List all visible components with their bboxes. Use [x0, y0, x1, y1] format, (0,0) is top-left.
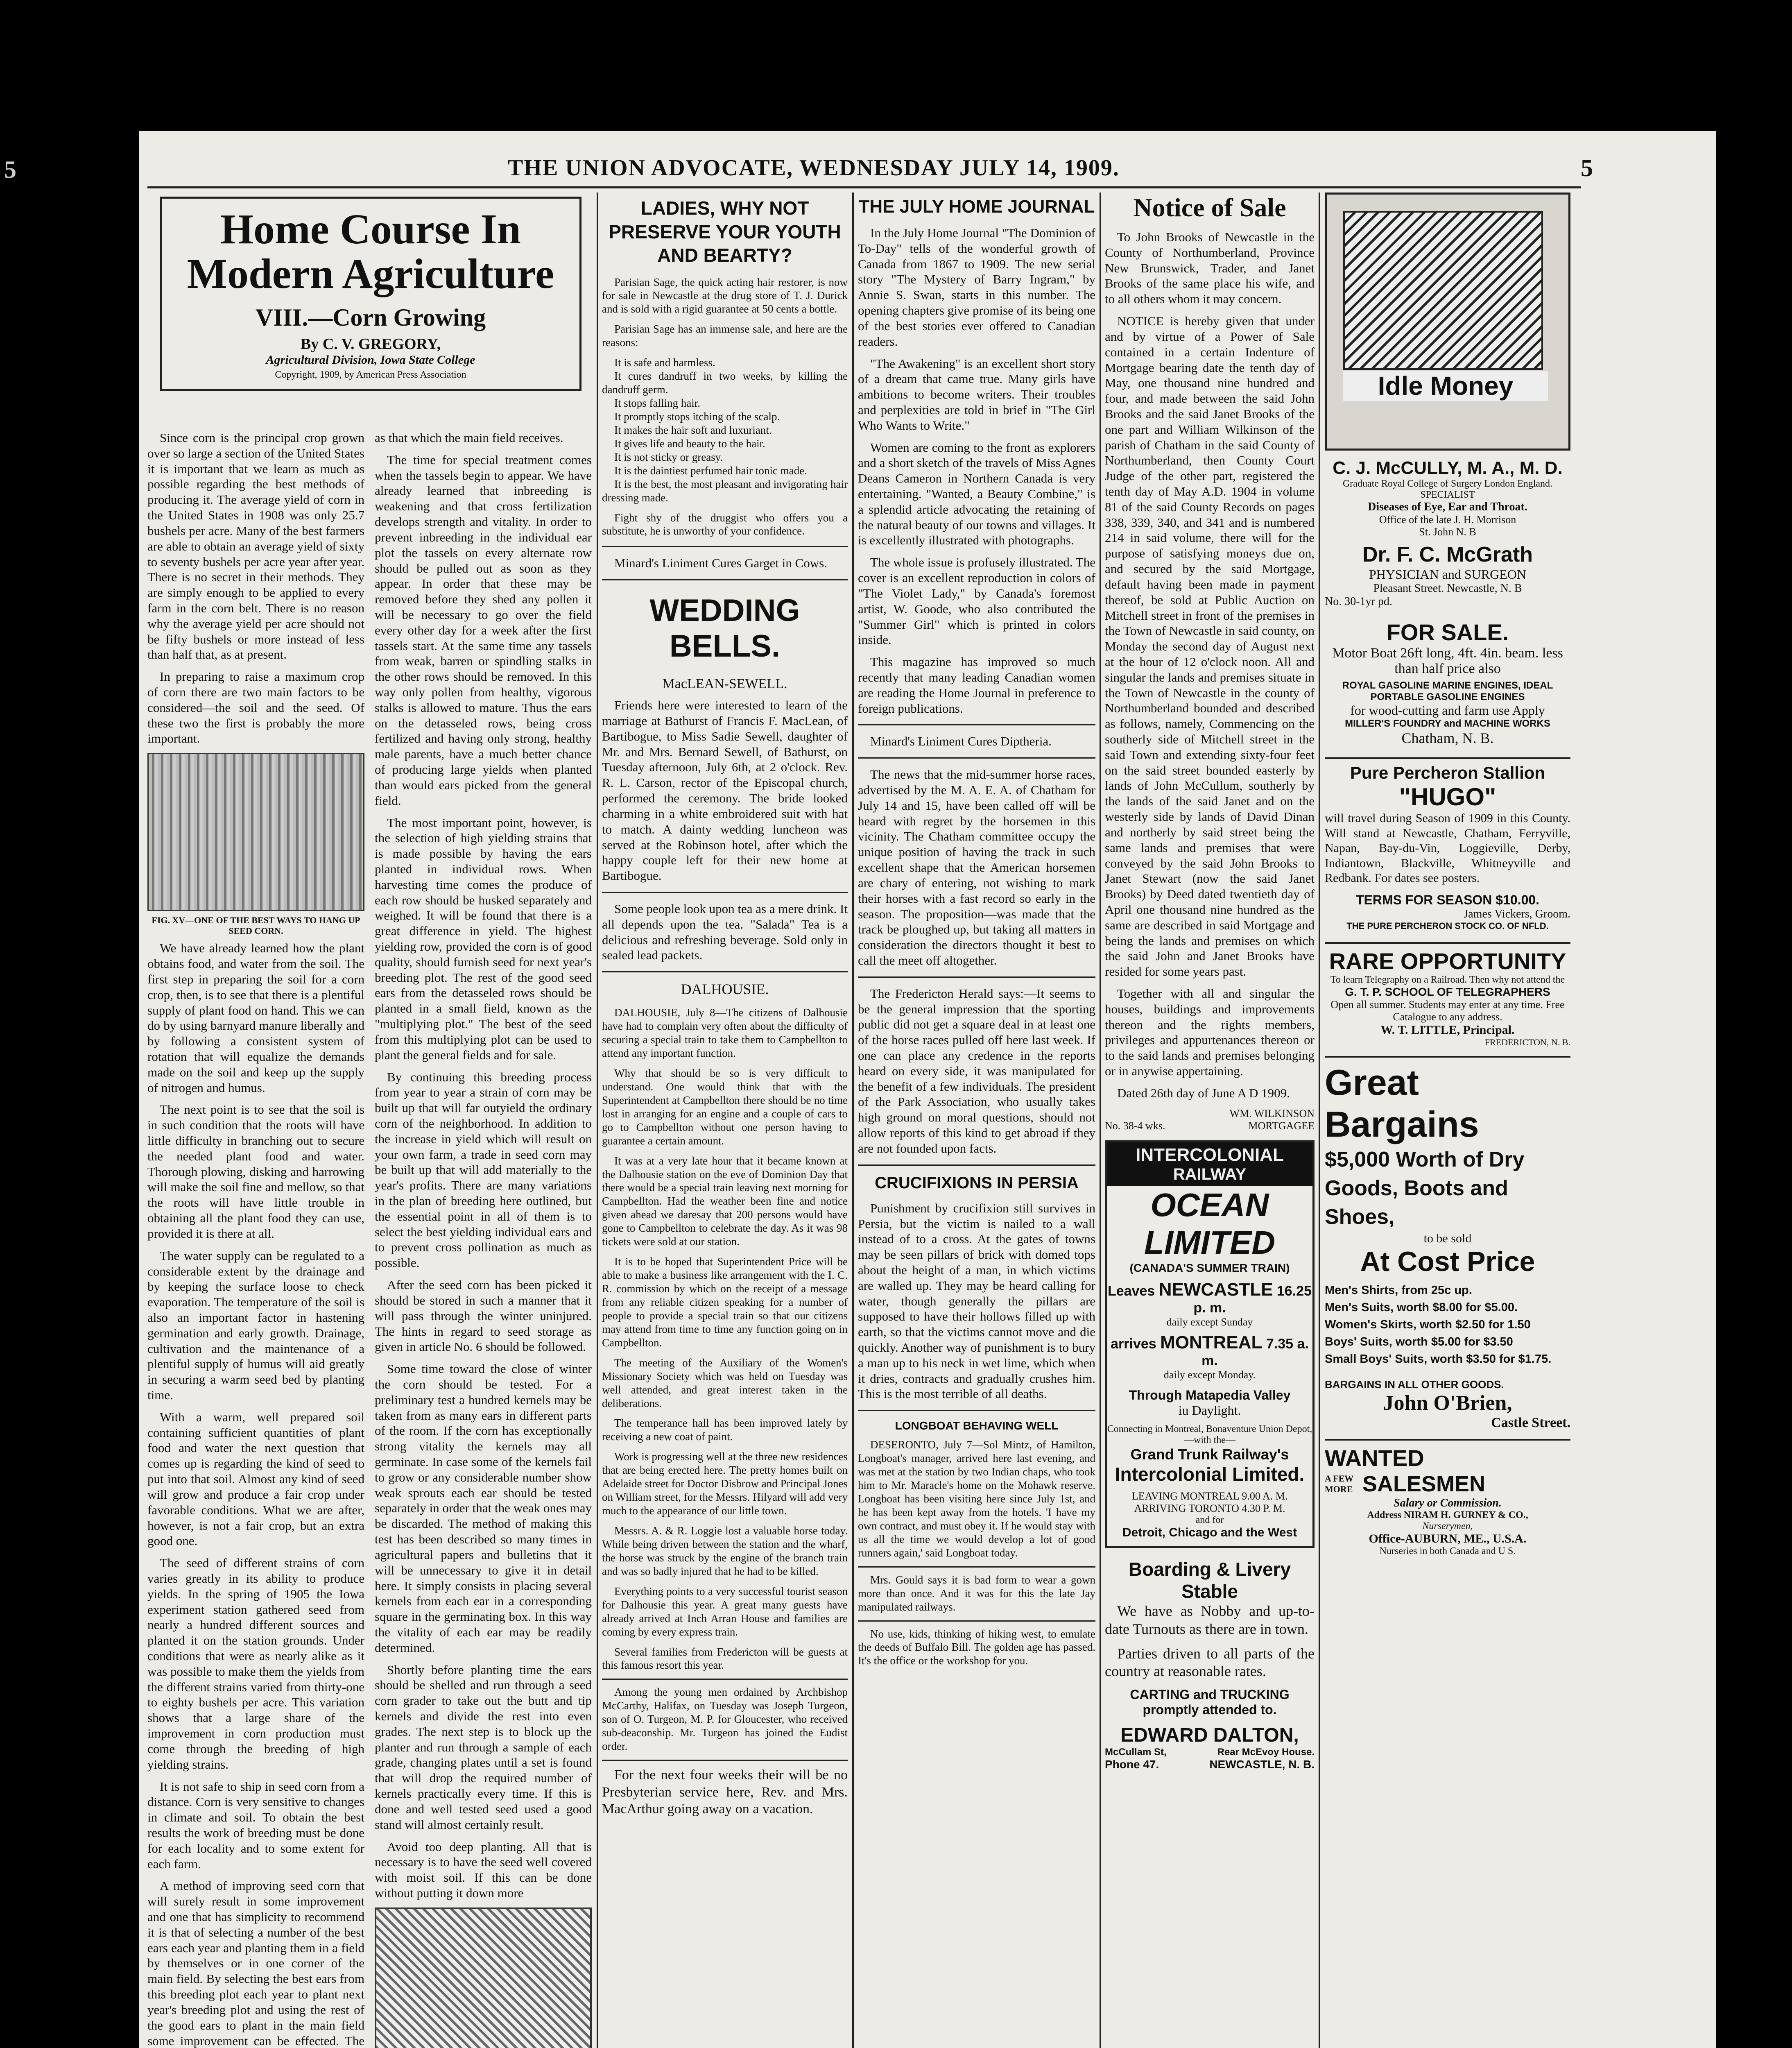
livery-stable-ad: Boarding & Livery Stable We have as Nobby and up-to-date Turnouts as there are in town. Parties driven to all parts of the country at reasonable rates. CARTING and TRUCKING promptly attended to. EDWARD DALTON, McCullam St, Rear McEvoy House. Phone 47. NEWCASTLE, N. B.: [1105, 1558, 1315, 1771]
wedding-headline: WEDDING BELLS.: [649, 593, 800, 664]
agriculture-article: [147, 193, 594, 2048]
wedding-subhead: MacLEAN-SEWELL.: [662, 676, 787, 692]
longboat-headline: LONGBOAT BEHAVING WELL: [895, 1419, 1059, 1432]
notice-role: MORTGAGEE: [1248, 1119, 1315, 1132]
article-header-box: [160, 197, 581, 391]
germination-box-figure: [375, 1908, 592, 2048]
hugo-stallion-ad: Pure Percheron Stallion "HUGO" will travel during Season of 1909 in this County. Will stand at Newcastle, Chatham, Ferryville, Napan, Bay-du-Vin, Loggieville, Derby, Indiantown, Blackville, Whitneyville and Redbank. For dates see posters. TERMS FOR SEASON $10.00. James Vickers, Groom. THE PURE PERCHERON STOCK CO. OF NFLD.: [1325, 757, 1570, 931]
doctor-mcgrath-card: Dr. F. C. McGrath PHYSICIAN and SURGEON Pleasant Street. Newcastle, N. B No. 30-1yr pd.: [1325, 543, 1533, 608]
doctor-mccully-card: C. J. McCULLY, M. A., M. D. Graduate Royal College of Surgery London England. SPECIALIST Diseases of Eye, Ear and Throat. Office of the late J. H. Morrison St. John N. B: [1333, 458, 1563, 538]
seed-corn-figure: [147, 753, 364, 911]
intercolonial-railway-ad: INTERCOLONIAL RAILWAY OCEAN LIMITED (CANADA'S SUMMER TRAIN) Leaves NEWCASTLE 16.25 p. m. daily except Sunday arrives MONTREAL 7.35 a. m. daily except Monday. Through Matapedia Valley iu Daylight. Connecting in Montreal, Bonaventure Union Depot, —with the— Grand Trunk Railway's Intercolonial Limited. LEAVING MONTREAL 9.00 A. M. ARRIVING TORONTO 4.30 P. M. and for Detroit, Chicago and the West: [1105, 1140, 1315, 1548]
figure-caption: FIG. XV—ONE OF THE BEST WAYS TO HANG UP SEED CORN.: [152, 915, 360, 936]
newspaper-page: [4, 131, 1716, 2048]
persia-headline: CRUCIFIXIONS IN PERSIA: [875, 1174, 1079, 1192]
wanted-salesmen-ad: WANTED A FEW MORE SALESMEN Salary or Commission. Address NIRAM H. GURNEY & CO., Nurserymen, Office-AUBURN, ME., U.S.A. Nurseries in both Canada and U S.: [1325, 1439, 1570, 1557]
page-number: 5: [1581, 154, 1593, 181]
salada-notice: Some people look upon tea as a mere drink. It all depends upon the tea. "Salada" Tea is a delicious and refreshing beverage. Sold only in sealed lead packets.: [602, 901, 848, 963]
article-left-subcolumn: Since corn is the principal crop grown over so large a section of the United States it is important that we learn as much as possible regarding the best methods of producing it. The average yield of corn in the United States in 1908 was only 25.7 bushels per acre. Many of the best farmers are able to obtain an average yield of sixty to seventy bushels per acre year after year. There is no secret in their methods. They are simply enough to be applied to every farm in the corn belt. There is no reason why the average yield per acre should not be fifty bushels or more instead of less than half that, as at present. In preparing to raise a maximum crop of corn there are two main factors to be considered—the soil and the seed. Of these two the first is probably the more important. FIG. XV—ONE OF THE BEST WAYS TO HANG UP SEED CORN. We have already learned how the plant obtains food, and water from the soil. The first step in preparing the soil for a corn crop, then, is to see that there is a plentiful supply of plant food on hand. This we can do by using barnyard manure liberally and by following a consistent system of rotation that will equalize the demands made on the soil and keep up the supply of nitrogen and humus. The next point is to see that the soil is in such condition that the roots will have little difficulty in branching out to secure the needed plant food and water. Thorough plowing, disking and harrowing will make the soil fine and mellow, so that the roots will have little trouble in obtaining all the plant food they can use, provided it is there at all. The water supply can be regulated to a considerable extent by the drainage and by keeping the surface loose to check evaporation. The temperature of the soil is also an important factor in hastening germination and early growth. Drainage, cultivation and the maintenance of a plentiful supply of humus will aid greatly in securing a warm seed bed by planting time. With a warm, well prepared soil containing sufficient quantities of plant food and water the next question that comes up is regarding the kind of seed to put into that soil. Almost any kind of seed will grow and produce a fair crop under favorable conditions. What we are after, however, is not a fair crop, but an extra good one. The seed of different strains of corn varies greatly in its ability to produce yields. In the spring of 1905 the Iowa experiment station gathered seed from nearly a hundred different sources and planted it on the station grounds. Under conditions that were as nearly alike as it was possible to make them the yields from the different strains varied from thirty-one to eighty bushels per acre. This variation shows that a large share of the improvement in corn production must come through the breeding of high yielding strains. It is not safe to ship in seed corn from a distance. Corn is very sensitive to changes in climate and soil. To obtain the best results the work of breeding must be done for each locality and to some extent for each farm. A method of improving seed corn that will surely result in some improvement and one that has simplicity to recommend it is that of selecting a number of the best ears each year and planting them in a field by themselves or in one corner of the main field. By selecting the best ears from this breeding plot each year to plant next year's breeding plot and using the rest of the good ears to plant in the main field some improvement can be effected. The: [147, 430, 364, 2048]
for-sale-ad: FOR SALE. Motor Boat 26ft long, 4ft. 4in. beam. less than half price also ROYAL GASOLINE MARINE ENGINES, IDEAL PORTABLE GASOLINE ENGINES for wood-cutting and farm use Apply MILLER'S FOUNDRY and MACHINE WORKS Chatham, N. B.: [1332, 619, 1563, 746]
column-rule: [1100, 193, 1101, 2048]
masthead-title: THE UNION ADVOCATE, WEDNESDAY JULY 14, 1909.: [508, 155, 1120, 181]
home-journal-headline: THE JULY HOME JOURNAL: [858, 197, 1095, 217]
minard-notice: Minard's Liniment Cures Diptheria.: [870, 734, 1052, 749]
page-ornament: 5: [4, 156, 16, 183]
idle-money-illustration: [1343, 211, 1543, 370]
great-bargains-ad: Great Bargains $5,000 Worth of Dry Goods, Boots and Shoes, to be sold At Cost Price Men's Shirts, from 25c up. Men's Suits, worth $8.00 for $5.00. Women's Skirts, worth $2.50 for 1.50 Boys' Suits, worth $5.00 for $3.50 Small Boys' Suits, worth $3.50 for $1.75. BARGAINS IN ALL OTHER GOODS. John O'Brien, Castle Street.: [1325, 1056, 1570, 1431]
notice-signature: WM. WILKINSON: [1229, 1107, 1315, 1119]
rare-opportunity-ad: RARE OPPORTUNITY To learn Telegraphy on a Railroad. Then why not attend the G. T. P. SCHOOL OF TELEGRAPHERS Open all summer. Students may enter at any time. Free Catalogue to any address. W. T. LITTLE, Principal. FREDERICTON, N. B.: [1325, 942, 1570, 1048]
article-affiliation: Agricultural Division, Iowa State College: [266, 353, 475, 367]
column-rule: [1319, 193, 1320, 2048]
article-byline: By C. V. GREGORY,: [300, 335, 441, 353]
dalhousie-headline: DALHOUSIE.: [681, 981, 769, 998]
article-copyright: Copyright, 1909, by American Press Association: [275, 369, 466, 381]
minard-notice: Minard's Liniment Cures Garget in Cows.: [614, 556, 827, 571]
column-two: LADIES, WHY NOT PRESERVE YOUR YOUTH AND BEARTY? Parisian Sage, the quick acting hair restorer, is now for sale in Newcastle at the drug store of T. J. Durick and is sold with a rigid guarantee at 50 cents a bottle. Parisian Sage has an immense sale, and here are the reasons: It is safe and harmless. It cures dandruff in two weeks, by killing the dandruff germ. It stops falling hair. It promptly stops itching of the scalp. It makes the hair soft and luxuriant. It gives life and beauty to the hair. It is not sticky or greasy. It is the daintiest perfumed hair tonic made. It is the best, the most pleasant and invigorating hair dressing made. Fight shy of the druggist who offers you a substitute, he is unworthy of your confidence. Minard's Liniment Cures Garget in Cows. WEDDING BELLS. MacLEAN-SEWELL. Friends here were interested to learn of the marriage at Bathurst of Francis F. MacLean, of Bartibogue, to Miss Sadie Sewell, daughter of Mr. and Mrs. Bernard Sewell, of Bathurst, on Tuesday afternoon, July 6th, at 2 o'clock. Rev. R. L. Carson, rector of the Episcopal church, performed the ceremony. The bride looked charming in a white embroidered suit with hat to match. A dainty wedding luncheon was served at the Robinson hotel, after which the happy couple left for their new home at Bartibogue. Some people look upon tea as a mere drink. It all depends upon the tea. "Salada" Tea is a delicious and refreshing beverage. Sold only in sealed lead packets. DALHOUSIE. DALHOUSIE, July 8—The citizens of Dalhousie have had to complain very often about the difficulty of securing a special train to take them to Campbellton to attend any important function. Why that should be so is very difficult to understand. One would think that with the Superintendent at Campbellton there should be no time lost in arranging for an engine and a couple of cars to go to Campbellton without one person having to guarantee a certain amount. It was at a very late hour that it became known at the Dalhousie station on the eve of Dominion Day that there would be a special train leaving next morning for Campbellton. Had the weather been fine and notice given ahead we daresay that 200 persons would have gone to Campbellton to celebrate the day. As it was 98 tickets were sold at our station. It is to be hoped that Superintendent Price will be able to make a business like arrangement with the I. C. R. commission by which on the receipt of a message from any reliable citizen speaking for a number of people to provide a special train so that our citizens may attend from time to time any function going on in Campbellton. The meeting of the Auxiliary of the Women's Missionary Society which was held on Tuesday was well attended, and great interest taken in the deliberations. The temperance hall has been improved lately by receiving a new coat of paint. Work is progressing well at the three new residences that are being erected here. The pretty homes built on Adelaide street for Doctor Disbrow and Principal Jones on William street, for the Messrs. Hilyard will add very much to the appearance of our little town. Messrs. A. & R. Loggie lost a valuable horse today. While being driven between the station and the wharf, the horse was struck by the engine of the branch train and was so badly injured that he had to be killed. Everything points to a very successful tourist season for Dalhousie this year. A great many guests have already arrived at Inch Arran House and families are coming by every express train. Several families from Fredericton will be guests at this famous resort this year. Among the young men ordained by Archbishop McCarthy, Halifax, on Tuesday was Joseph Turgeon, son of O. Turgeon, M. P. for Gloucester, who received sub-deaconship. Mr. Turgeon has joined the Eudist order. For the next four weeks their will be no Presbyterian service here, Rev. and Mrs. MacArthur going away on a vacation.: [602, 197, 848, 1817]
ladies-headline: LADIES, WHY NOT PRESERVE YOUR YOUTH AND BEARTY?: [609, 197, 841, 266]
notice-number: No. 38-4 wks.: [1105, 1119, 1165, 1132]
column-five: [1325, 193, 1570, 2048]
column-rule: [852, 193, 854, 2048]
column-rule: [597, 193, 598, 2048]
column-four: Notice of Sale To John Brooks of Newcastle in the County of Northumberland, Province New Brunswick, Trader, and Janet Brooks of the same place his wife, and to all others whom it may concern. NOTICE is hereby given that under and by virtue of a Power of Sale contained in a certain Indenture of Mortgage bearing date the tenth day of May, one thousand nine hundred and four, and made between the said John Brooks and the said Janet Brooks of the one part and William Wilkinson of the parish of Chatham in the said County of Northumberland, then County Court Judge of the other part, registered the tenth day of May A.D. 1904 in volume 81 of the said County Records on pages 338, 339, 340, and 341 and is numbered 214 in said volume, there will for the purpose of satisfying moneys due on, and secured by the said Mortgage, default having been made in payment thereof, be sold at Public Auction on Mitchell street in front of the premises in the Town of Newcastle in said county, on Monday the second day of August next at the hour of 12 o'clock noon. All and singular the lands and premises situate in the Town of Newcastle in the county of Northumberland bounded and described as follows, namely, Commencing on the southerly side of Mitchell street in the said Town and extending sixty-four feet on the said street bounded easterly by lands of John McCullum, southerly by the lands of the said Janet and on the westerly side by lands of David Dinan and northerly by said street being the same lands and premises that were conveyed by the said John Brooks to Janet Stewart (now the said Janet Brooks) by Deed dated twentieth day of April one thousand nine hundred as the same are described in said Mortgage and being the lands and premises on which the said John and Janet Brooks have resided for some years past. Together with all and singular the houses, buildings and improvements thereon and the rights members, privileges and appurtenances thereon or to the said lands and premises belonging or in anywise appertaining. Dated 26th day of June A D 1909. WM. WILKINSON No. 38-4 wks. MORTGAGEE INTERCOLONIAL RAILWAY OCEAN LIMITED (CANADA'S SUMMER TRAIN) Leaves NEWCASTLE 16.25 p. m. daily except Sunday arrives MONTREAL 7.35 a. m. daily except Monday. Through Matapedia Valley iu Daylight. Connecting in Montreal, Bonaventure Union Depot, —with the— Grand Trunk Railway's Intercolonial Limited. LEAVING MONTREAL 9.00 A. M. ARRIVING TORONTO 4.30 P. M. and for Detroit, Chicago and the West Boarding & Livery Stable We have as Nobby and up-to-date Turnouts as there are in town. Parties driven to all parts of the country at reasonable rates. CARTING and TRUCKING promptly attended to. EDWARD DALTON, McCullam St, Rear McEvoy House. Phone 47. NEWCASTLE, N. B.: [1105, 193, 1315, 1771]
article-title: Home Course In Modern Agriculture: [187, 206, 554, 298]
article-right-subcolumn: as that which the main field receives. The time for special treatment comes when the tassels begin to appear. We have already learned that inbreeding is weakening and that cross fertilization develops strength and vitality. In order to prevent inbreeding in the individual ear plot the tassels on every alternate row should be pulled out as soon as they appear. In order that these may be removed before they shed any pollen it will be necessary to go over the field every other day for a week after the first tassels start. At the same time any tassels from weak, barren or spindling stalks in the other rows should be removed. In this way only pollen from healthy, vigorous stalks is allowed to mature. Thus the ears on the detasseled rows, being cross fertilized and having only strong, healthy male parents, have a much better chance of producing large yields when planted than would ears picked from the general field. The most important point, however, is the selection of high yielding strains that is made possible by having the ears planted in individual rows. When harvesting time comes the produce of each row should be husked separately and weighed. It will be found that there is a great difference in yield. The highest yielding row, provided the corn is of good quality, should furnish seed for next year's breeding plot. The rest of the good seed ears from the detasseled rows should be planted in a small field, known as the "multiplying plot." The best of the seed from this multiplying plot can be used to plant the general fields and for sale. By continuing this breeding process from year to year a strain of corn may be built up that will far outyield the ordinary corn of the neighborhood. In addition to the increase in yield which will result on your own farm, a trade in seed corn may be built up that will add materially to the year's profits. There are many variations in the plan of breeding here outlined, but the essential point in all of them is to select the best yielding individual ears and to prevent cross pollination as much as possible. After the seed corn has been picked it should be stored in such a manner that it will pass through the winter uninjured. The hints in regard to seed storage as given in article No. 6 should be followed. Some time toward the close of winter the corn should be tested. For a preliminary test a hundred kernels may be taken from as many ears in different parts of the room. If the corn has exceptionally strong vitality the kernels may all germinate. In case some of the kernels fail to grow or any considerable number show weak sprouts each ear should be tested separately in order that the weak ones may be discarded. The method of making this test has been described so many times in agricultural papers and bulletins that it will be unnecessary to give it in detail here. It simply consists in placing several kernels from each ear in a corresponding square in the germinating box. In this way the vitality of each ear may be readily determined. Shortly before planting time the ears should be shelled and run through a seed corn grader to take out the butt and tip kernels and divide the rest into even grades. The next step is to block up the planter and run through a sample of each grade, changing plates until a set is found that will drop the required number of kernels practically every time. If this is done and well tested seed used a good stand will almost certainly result. Avoid too deep planting. All that is necessary is to have the seed well covered with moist soil. If this can be done without putting it down more: [375, 430, 592, 2048]
idle-money-ad: Idle Money: [1325, 193, 1570, 451]
article-subtitle: VIII.—Corn Growing: [255, 304, 486, 331]
notice-of-sale-headline: Notice of Sale: [1133, 193, 1286, 222]
masthead-rule: [147, 186, 1581, 188]
column-three: THE JULY HOME JOURNAL In the July Home Journal "The Dominion of To-Day" tells of the wonderful growth of Canada from 1867 to 1909. The new serial story "The Mystery of Barry Ingram," by Annie S. Swan, starts in this number. The opening chapters give promise of its being one of the best stories ever offered to Canadian readers. "The Awakening" is an excellent short story of a dream that came true. Many girls have ambitions to become writers. Their troubles and perplexities are told in brief in "The Girl Who Wants to Write." Women are coming to the front as explorers and a short sketch of the travels of Miss Agnes Deans Cameron in Northern Canada is very entertaining. "Wanted, a Beauty Combine," is a splendid article advocating the retaining of the natural beauty of our towns and villages. It is excellently illustrated with photographs. The whole issue is profusely illustrated. The cover is an excellent reproduction in colors of "The Violet Lady," by Canada's foremost artist, W. Goode, who also contributed the "Summer Girl" which is printed in colors inside. This magazine has improved so much recently that many leading Canadian women are reading the Home Journal in preference to foreign publications. Minard's Liniment Cures Diptheria. The news that the mid-summer horse races, advertised by the M. A. E. A. of Chatham for July 14 and 15, have been called off will be heard with regret by the horsemen in this vicinity. The Chatham committee occupy the unique position of having the track in such excellent shape that the American horsemen are chary of entering, not wishing to mark their horses with a fast record so early in the season. The proposition—was made that the track be ploughed up, but taking all matters in consideration the directors thought it best to call the meet off altogether. The Fredericton Herald says:—It seems to be the general impression that the sporting public did not get a square deal in at least one of the horse races pulled off here last week. If one can place any credence in the reports heard on every side, it was manipulated for the benefit of a few individuals. The president of the Park Association, who usually takes high ground on moral questions, should not allow reports of this kind to get abroad if they are not founded upon facts. CRUCIFIXIONS IN PERSIA Punishment by crucifixion still survives in Persia, but the victim is nailed to a wall instead of to a cross. At the gates of towns may be seen pillars of brick with domed tops about the height of a man, in which victims are walled up. They may be heard calling for water, though generally the pillars are supposed to have their hollows filled up with earth, so that the victims cannot move and die quickly. Another way of punishment is to bury a man up to his neck in wet lime, which when it dries, contracts and gradually crushes him. This is the most terrible of all deaths. LONGBOAT BEHAVING WELL DESERONTO, July 7—Sol Mintz, of Hamilton, Longboat's manager, arrived here last evening, and was met at the station by two Indian chaps, who took him to Mr. Maracle's home on the Mohawk reserve. Longboat has been visiting here since July 1st, and he has been kept away from the hotels. 'I have my own contract, and must obey it. If he would stay with us all the time we would develop a lot of good runners again,' said Longboat today. Mrs. Gould says it is bad form to wear a gown more than once. And it was for this the late Jay manipulated railways. No use, kids, thinking of hiking west, to emulate the deeds of Buffalo Bill. The golden age has passed. It's the office or the workshop for you.: [858, 197, 1095, 1667]
